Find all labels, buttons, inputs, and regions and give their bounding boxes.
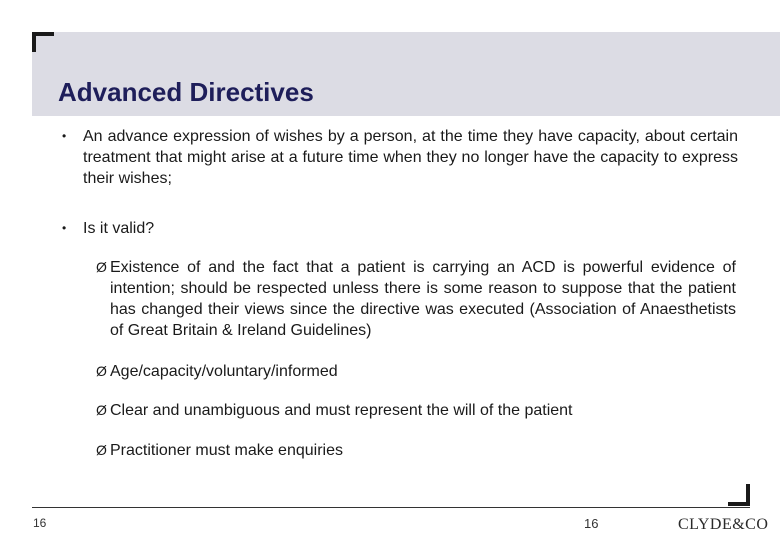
footer-divider bbox=[32, 507, 750, 508]
arrow-marker: Ø bbox=[96, 442, 107, 458]
page-number-left: 16 bbox=[33, 516, 47, 530]
sub-point-text: Existence of and the fact that a patient is carrying an ACD is powerful evidence of intention; should be respected unless there is some reason to suppose that the patient has changed their views since the directive was executed (Association of Anaesthetists of Great Britain & Ireland Guidelines) bbox=[110, 259, 736, 339]
page-number-center: 16 bbox=[584, 516, 599, 531]
bullet-text: Is it valid? bbox=[83, 220, 155, 237]
bullet-text: An advance expression of wishes by a person, at the time they have capacity, about certain treatment that might arise at a future time when they no longer have the capacity to express their wishes; bbox=[83, 128, 738, 187]
slide-title: Advanced Directives bbox=[58, 77, 314, 107]
sub-point-clear bbox=[96, 400, 736, 421]
sub-point-existence bbox=[96, 257, 736, 341]
company-logo: CLYDE&CO bbox=[678, 516, 769, 533]
sub-point-text: Practitioner must make enquiries bbox=[110, 442, 343, 459]
sub-point-text: Clear and unambiguous and must represent the will of the patient bbox=[110, 402, 573, 419]
sub-point-enquiries bbox=[96, 440, 736, 461]
arrow-marker: Ø bbox=[96, 259, 107, 275]
bullet-validity-question bbox=[62, 218, 738, 239]
sub-point-age-capacity bbox=[96, 361, 736, 382]
arrow-marker: Ø bbox=[96, 402, 107, 418]
bullet-marker: • bbox=[62, 221, 67, 235]
arrow-marker: Ø bbox=[96, 363, 107, 379]
corner-bracket-bottom-right bbox=[728, 484, 750, 506]
sub-point-text: Age/capacity/voluntary/informed bbox=[110, 363, 338, 380]
bullet-marker: • bbox=[62, 129, 67, 143]
bullet-definition bbox=[62, 126, 738, 189]
